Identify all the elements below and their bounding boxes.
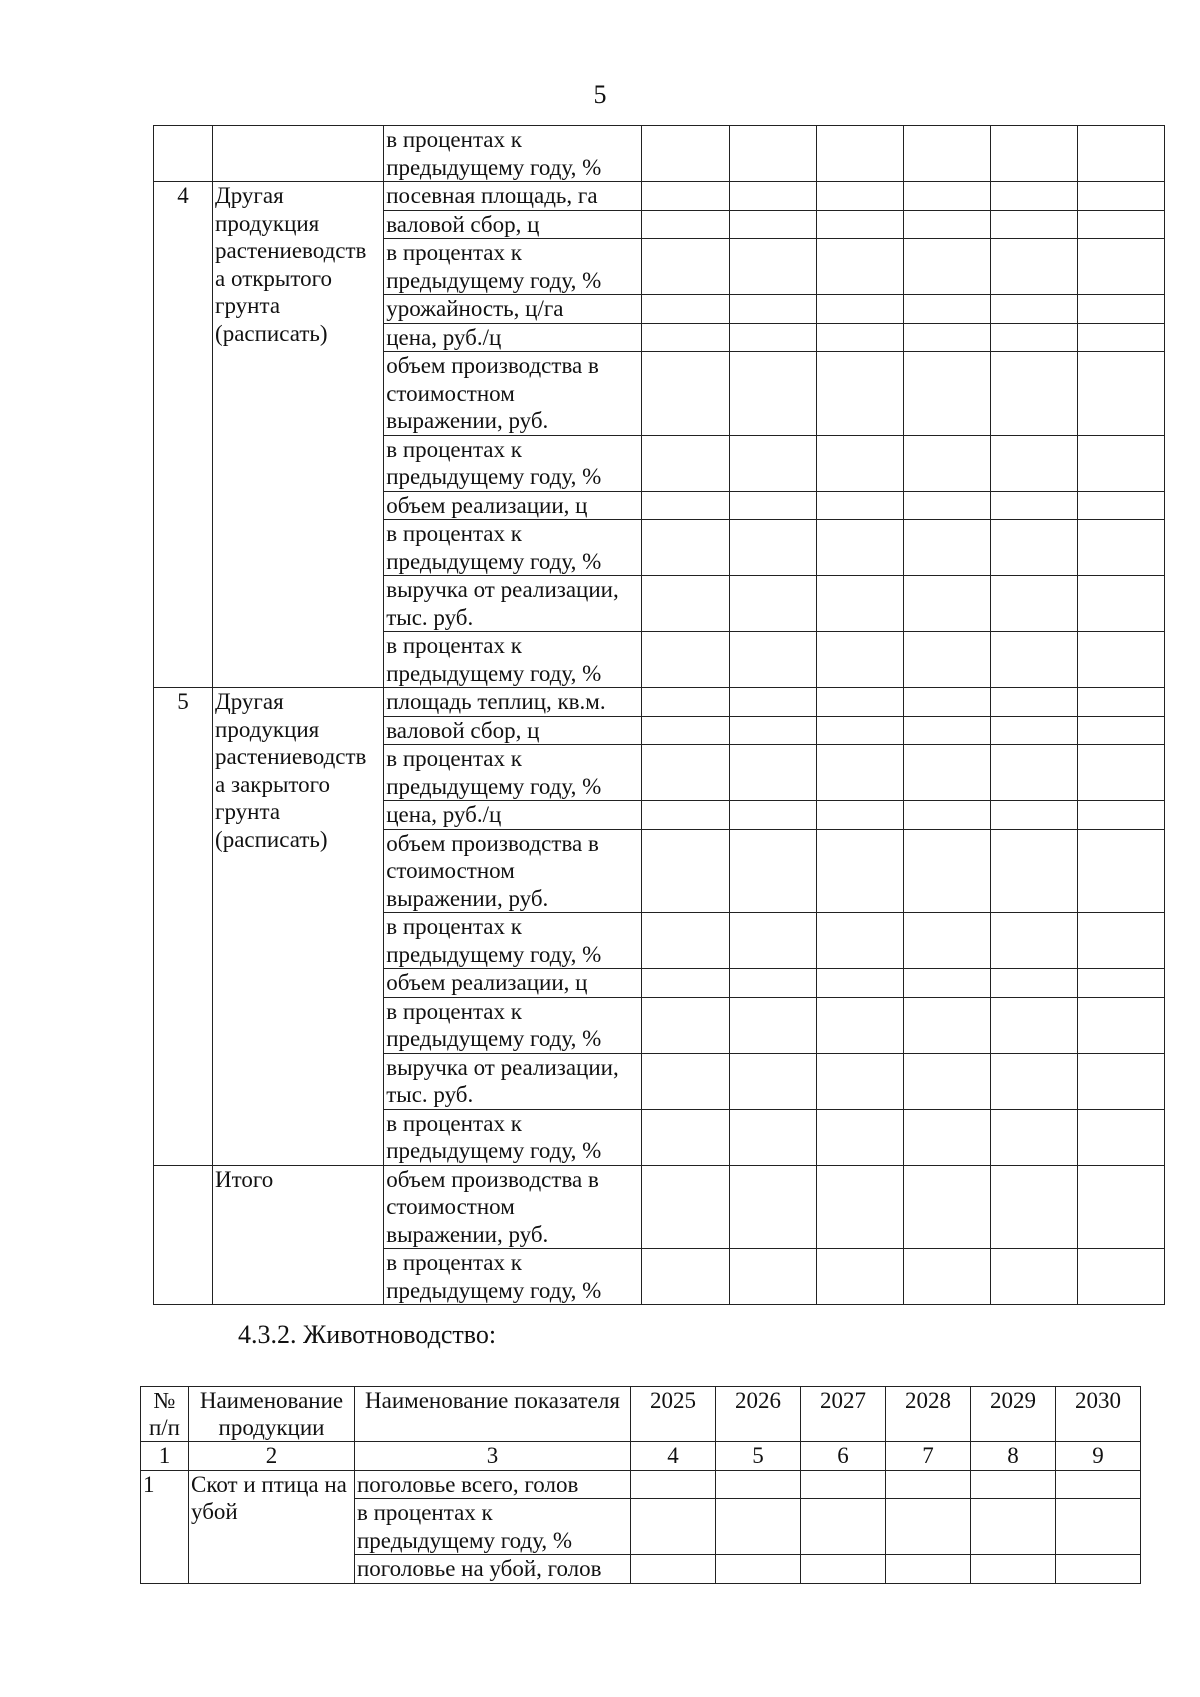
value-cell [990, 576, 1077, 632]
value-cell [990, 829, 1077, 913]
column-header: 2025 [631, 1387, 716, 1442]
value-cell [729, 745, 816, 801]
value-cell [903, 801, 990, 830]
column-number: 5 [716, 1442, 801, 1471]
value-cell [990, 295, 1077, 324]
column-number: 9 [1056, 1442, 1141, 1471]
value-cell [816, 716, 903, 745]
value-cell [990, 1165, 1077, 1249]
value-cell [990, 182, 1077, 211]
indicator-cell: выручка от реализации, тыс. руб. [384, 1053, 642, 1109]
value-cell [729, 632, 816, 688]
value-cell [642, 126, 729, 182]
value-cell [729, 913, 816, 969]
value-cell [729, 1109, 816, 1165]
value-cell [990, 435, 1077, 491]
value-cell [1077, 632, 1164, 688]
value-cell [816, 520, 903, 576]
value-cell [729, 1053, 816, 1109]
value-cell [1077, 352, 1164, 436]
indicator-cell: в процентах к предыдущему году, % [384, 913, 642, 969]
value-cell [642, 210, 729, 239]
value-cell [816, 1249, 903, 1305]
value-cell [990, 745, 1077, 801]
value-cell [1077, 745, 1164, 801]
column-header: Наименование показателя [355, 1387, 631, 1442]
value-cell [816, 1165, 903, 1249]
table-row [154, 126, 1165, 182]
value-cell [816, 435, 903, 491]
value-cell [642, 182, 729, 211]
value-cell [729, 491, 816, 520]
value-cell [1077, 239, 1164, 295]
value-cell [903, 969, 990, 998]
indicator-cell: посевная площадь, га [384, 182, 642, 211]
row-number-cell: 4 [154, 182, 213, 688]
value-cell [816, 491, 903, 520]
value-cell [642, 491, 729, 520]
value-cell [816, 1109, 903, 1165]
value-cell [816, 688, 903, 717]
value-cell [1077, 210, 1164, 239]
value-cell [729, 435, 816, 491]
value-cell [816, 576, 903, 632]
indicator-cell: объем производства в стоимостном выражении, руб. [384, 829, 642, 913]
value-cell [816, 997, 903, 1053]
value-cell [903, 323, 990, 352]
value-cell [642, 716, 729, 745]
value-cell [903, 997, 990, 1053]
value-cell [801, 1470, 886, 1499]
column-number: 2 [189, 1442, 355, 1471]
value-cell [642, 576, 729, 632]
value-cell [729, 323, 816, 352]
value-cell [631, 1499, 716, 1555]
column-number: 8 [971, 1442, 1056, 1471]
value-cell [642, 688, 729, 717]
value-cell [801, 1555, 886, 1584]
value-cell [729, 688, 816, 717]
indicator-cell: в процентах к предыдущему году, % [384, 632, 642, 688]
value-cell [1077, 520, 1164, 576]
value-cell [816, 182, 903, 211]
value-cell [816, 323, 903, 352]
value-cell [729, 295, 816, 324]
value-cell [1077, 829, 1164, 913]
column-number: 6 [801, 1442, 886, 1471]
value-cell [642, 352, 729, 436]
value-cell [903, 716, 990, 745]
indicator-cell: площадь теплиц, кв.м. [384, 688, 642, 717]
column-number-row [141, 1442, 1141, 1471]
value-cell [642, 1053, 729, 1109]
value-cell [729, 352, 816, 436]
column-number: 1 [141, 1442, 189, 1471]
value-cell [716, 1470, 801, 1499]
indicator-cell: цена, руб./ц [384, 323, 642, 352]
value-cell [1077, 1053, 1164, 1109]
value-cell [971, 1499, 1056, 1555]
value-cell [642, 801, 729, 830]
indicator-cell: валовой сбор, ц [384, 716, 642, 745]
value-cell [971, 1555, 1056, 1584]
indicator-cell: в процентах к предыдущему году, % [384, 1249, 642, 1305]
value-cell [1077, 1165, 1164, 1249]
value-cell [729, 969, 816, 998]
indicator-cell: валовой сбор, ц [384, 210, 642, 239]
indicator-cell: объем реализации, ц [384, 491, 642, 520]
value-cell [903, 1165, 990, 1249]
column-header: 2029 [971, 1387, 1056, 1442]
value-cell [816, 352, 903, 436]
value-cell [816, 1053, 903, 1109]
value-cell [642, 323, 729, 352]
value-cell [990, 210, 1077, 239]
row-number-cell: 1 [141, 1470, 189, 1583]
value-cell [1077, 716, 1164, 745]
row-number-cell [154, 126, 213, 182]
indicator-cell: в процентах к предыдущему году, % [384, 997, 642, 1053]
value-cell [642, 997, 729, 1053]
value-cell [903, 352, 990, 436]
value-cell [816, 210, 903, 239]
indicator-cell: объем реализации, ц [384, 969, 642, 998]
value-cell [729, 182, 816, 211]
value-cell [716, 1555, 801, 1584]
product-name-cell: Скот и птица на убой [189, 1470, 355, 1583]
indicator-cell: в процентах к предыдущему году, % [355, 1499, 631, 1555]
product-name-cell: Итого [213, 1165, 384, 1305]
value-cell [1077, 801, 1164, 830]
value-cell [886, 1555, 971, 1584]
value-cell [990, 1053, 1077, 1109]
row-number-cell [154, 1165, 213, 1305]
value-cell [903, 1109, 990, 1165]
value-cell [729, 126, 816, 182]
table-row [154, 688, 1165, 717]
table-row [141, 1470, 1141, 1499]
indicator-cell: поголовье на убой, голов [355, 1555, 631, 1584]
value-cell [990, 491, 1077, 520]
value-cell [729, 1165, 816, 1249]
indicator-cell: цена, руб./ц [384, 801, 642, 830]
section-heading: 4.3.2. Животноводство: [238, 1320, 497, 1349]
value-cell [1077, 688, 1164, 717]
column-header: 2027 [801, 1387, 886, 1442]
value-cell [990, 1109, 1077, 1165]
column-number: 3 [355, 1442, 631, 1471]
value-cell [990, 239, 1077, 295]
table-row [154, 182, 1165, 211]
value-cell [1056, 1555, 1141, 1584]
value-cell [1077, 1109, 1164, 1165]
value-cell [642, 1249, 729, 1305]
value-cell [990, 801, 1077, 830]
value-cell [903, 520, 990, 576]
value-cell [1077, 182, 1164, 211]
indicator-cell: в процентах к предыдущему году, % [384, 745, 642, 801]
indicator-cell: объем производства в стоимостном выражении, руб. [384, 352, 642, 436]
value-cell [903, 576, 990, 632]
column-header: 2026 [716, 1387, 801, 1442]
value-cell [729, 716, 816, 745]
value-cell [729, 520, 816, 576]
value-cell [903, 435, 990, 491]
value-cell [1077, 491, 1164, 520]
indicator-cell: урожайность, ц/га [384, 295, 642, 324]
indicator-cell: в процентах к предыдущему году, % [384, 435, 642, 491]
value-cell [1077, 913, 1164, 969]
value-cell [990, 323, 1077, 352]
value-cell [801, 1499, 886, 1555]
indicator-cell: поголовье всего, голов [355, 1470, 631, 1499]
value-cell [642, 435, 729, 491]
value-cell [990, 688, 1077, 717]
value-cell [886, 1499, 971, 1555]
value-cell [642, 829, 729, 913]
page-number: 5 [593, 80, 607, 109]
value-cell [990, 969, 1077, 998]
value-cell [816, 829, 903, 913]
column-header: 2028 [886, 1387, 971, 1442]
column-header: Наименование продукции [189, 1387, 355, 1442]
value-cell [903, 182, 990, 211]
value-cell [903, 210, 990, 239]
value-cell [971, 1470, 1056, 1499]
value-cell [990, 997, 1077, 1053]
value-cell [990, 632, 1077, 688]
value-cell [886, 1470, 971, 1499]
value-cell [903, 745, 990, 801]
value-cell [903, 126, 990, 182]
value-cell [642, 520, 729, 576]
value-cell [990, 352, 1077, 436]
value-cell [729, 1249, 816, 1305]
indicator-cell: объем производства в стоимостном выражении, руб. [384, 1165, 642, 1249]
indicator-cell: в процентах к предыдущему году, % [384, 520, 642, 576]
value-cell [729, 801, 816, 830]
value-cell [642, 1109, 729, 1165]
value-cell [816, 801, 903, 830]
value-cell [642, 913, 729, 969]
value-cell [1077, 126, 1164, 182]
table-header-row [141, 1387, 1141, 1442]
row-number-cell: 5 [154, 688, 213, 1166]
value-cell [903, 1249, 990, 1305]
value-cell [816, 126, 903, 182]
value-cell [642, 239, 729, 295]
value-cell [1077, 576, 1164, 632]
value-cell [990, 126, 1077, 182]
value-cell [1077, 997, 1164, 1053]
column-header: 2030 [1056, 1387, 1141, 1442]
indicator-cell: в процентах к предыдущему году, % [384, 126, 642, 182]
indicator-cell: выручка от реализации, тыс. руб. [384, 576, 642, 632]
value-cell [631, 1555, 716, 1584]
value-cell [642, 745, 729, 801]
value-cell [729, 210, 816, 239]
column-number: 4 [631, 1442, 716, 1471]
value-cell [990, 1249, 1077, 1305]
value-cell [729, 829, 816, 913]
product-name-cell: Другая продукция растениеводств а открытого грунта (расписать) [213, 182, 384, 688]
product-name-cell [213, 126, 384, 182]
indicator-cell: в процентах к предыдущему году, % [384, 1109, 642, 1165]
value-cell [903, 1053, 990, 1109]
value-cell [990, 520, 1077, 576]
column-number: 7 [886, 1442, 971, 1471]
value-cell [642, 632, 729, 688]
value-cell [816, 969, 903, 998]
value-cell [816, 745, 903, 801]
value-cell [816, 295, 903, 324]
value-cell [903, 491, 990, 520]
value-cell [903, 688, 990, 717]
value-cell [1077, 435, 1164, 491]
column-header: № п/п [141, 1387, 189, 1442]
value-cell [1056, 1470, 1141, 1499]
value-cell [816, 913, 903, 969]
value-cell [642, 295, 729, 324]
value-cell [903, 239, 990, 295]
value-cell [816, 632, 903, 688]
value-cell [642, 1165, 729, 1249]
value-cell [1077, 1249, 1164, 1305]
value-cell [990, 716, 1077, 745]
value-cell [631, 1470, 716, 1499]
value-cell [729, 576, 816, 632]
value-cell [1056, 1499, 1141, 1555]
value-cell [716, 1499, 801, 1555]
value-cell [729, 997, 816, 1053]
value-cell [1077, 969, 1164, 998]
product-name-cell: Другая продукция растениеводств а закрытого грунта (расписать) [213, 688, 384, 1166]
value-cell [816, 239, 903, 295]
value-cell [903, 829, 990, 913]
table-row [154, 1165, 1165, 1249]
value-cell [729, 239, 816, 295]
value-cell [990, 913, 1077, 969]
crop-production-table [153, 125, 1165, 1305]
value-cell [642, 969, 729, 998]
livestock-table [140, 1386, 1141, 1584]
value-cell [903, 913, 990, 969]
value-cell [1077, 295, 1164, 324]
value-cell [903, 632, 990, 688]
value-cell [1077, 323, 1164, 352]
indicator-cell: в процентах к предыдущему году, % [384, 239, 642, 295]
value-cell [903, 295, 990, 324]
